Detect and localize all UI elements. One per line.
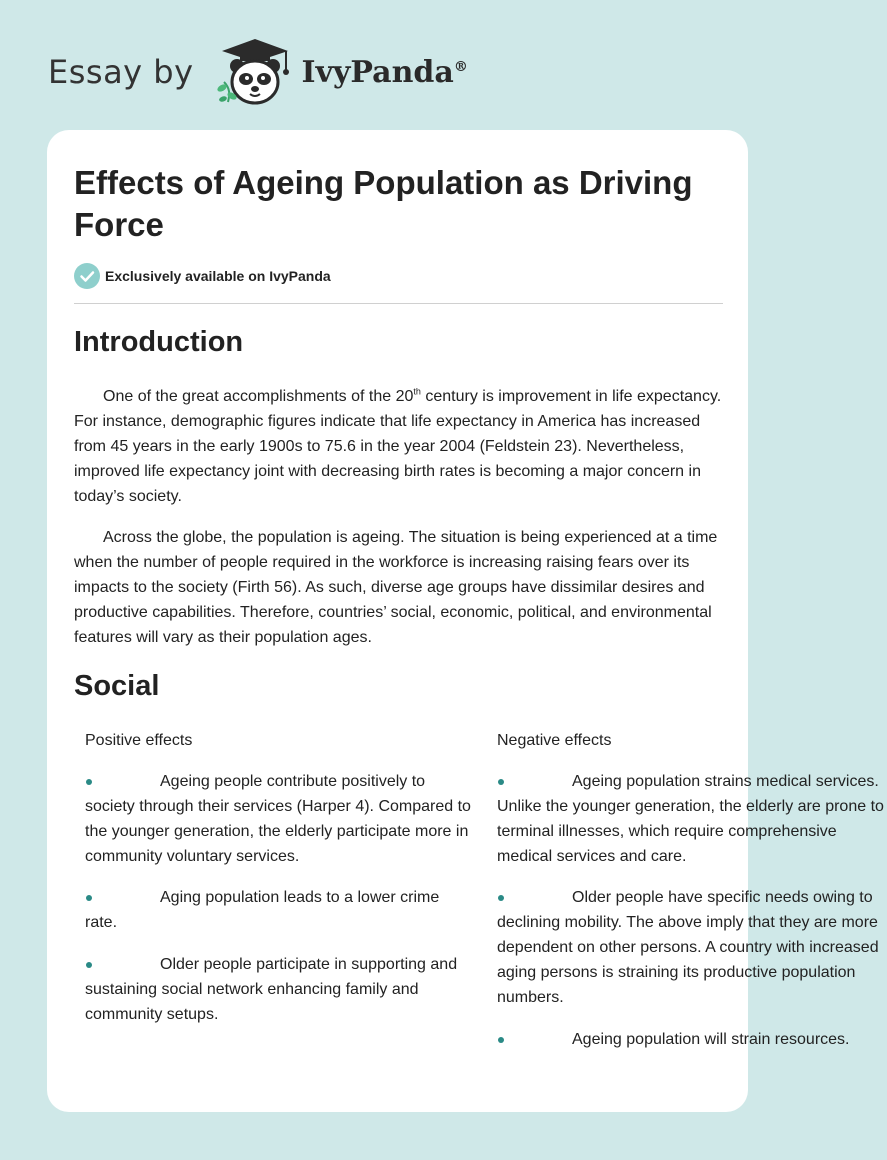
introduction-heading: Introduction xyxy=(74,326,244,358)
list-item: Older people have specific needs owing to declining mobility. The above imply that they are more dependent on other persons. A country with increased aging persons is straining its productive population numbers. xyxy=(497,889,879,1006)
list-item: Older people participate in supporting and sustaining social network enhancing family and community setups. xyxy=(85,956,458,1023)
essay-card xyxy=(47,130,884,1112)
brand-name: IvyPanda® xyxy=(301,54,468,90)
intro-paragraph-2: Across the globe, the population is ageing. The situation is being experienced at a time when the number of people required in the workforce is increasing raising fears over its impacts to the society (Firth 56). As such, diverse age groups have dissimilar desires and productive capabilities. Therefore, countries’ social, economic, political, and environmental features will vary as their population ages. xyxy=(74,529,718,646)
list-item: Aging population leads to a lower crime rate. xyxy=(85,889,440,931)
bullet-icon xyxy=(498,779,504,785)
page-title: Effects of Ageing Population as Driving Force xyxy=(74,164,693,243)
bullet-icon xyxy=(498,1037,504,1043)
social-heading: Social xyxy=(74,670,160,702)
panda-logo-icon xyxy=(210,36,300,108)
list-item: Ageing population strains medical services. Unlike the younger generation, the elderly are prone to terminal illnesses, which require comprehensive medical services and care. xyxy=(497,773,884,865)
brand-prefix: Essay by xyxy=(48,53,194,91)
intro-paragraph-1: One of the great accomplishments of the 20th century is improvement in life expectancy. For instance, demographic figures indicate that life expectancy in America has increased from 45 years in the early 1900s to 75.6 in the year 2004 (Feldstein 23). Nevertheless, improved life expectancy joint with decreasing birth rates is becoming a major concern in today’s society. xyxy=(74,386,722,505)
negative-effects-heading: Negative effects xyxy=(497,732,612,749)
bullet-icon xyxy=(86,895,92,901)
site-header xyxy=(48,36,468,108)
list-item: Ageing population will strain resources. xyxy=(497,1027,887,1052)
list-item: Ageing people contribute positively to society through their services (Harper 4). Compared to the younger generation, the elderly participate more in community voluntary services. xyxy=(85,773,471,865)
negative-effects-column xyxy=(497,728,887,1052)
positive-effects-heading: Positive effects xyxy=(85,732,193,749)
exclusive-label: Exclusively available on IvyPanda xyxy=(105,268,331,284)
bullet-icon xyxy=(498,895,504,901)
divider xyxy=(74,303,723,304)
exclusive-badge xyxy=(74,263,331,289)
bullet-icon xyxy=(86,962,92,968)
bullet-icon xyxy=(86,779,92,785)
checkmark-icon xyxy=(74,263,100,289)
positive-effects-column xyxy=(85,728,475,1027)
